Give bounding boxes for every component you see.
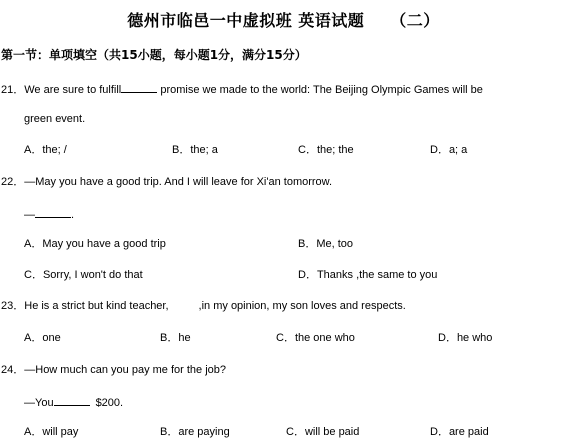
option-b: B．Me, too [298, 238, 354, 250]
reply-text: —You [24, 397, 54, 409]
question-21-stem-line2: green event. [24, 113, 86, 125]
question-number: 24 [1, 364, 14, 376]
answer-blank [35, 207, 71, 218]
question-23-stem: 23．He is a strict but kind teacher, ,in my opinion, my son loves and respects. [1, 300, 406, 312]
option-b: B．the; a [172, 144, 218, 156]
option-a: A．will pay [24, 426, 79, 438]
question-22-stem: 22．—May you have a good trip. And I will leave for Xi'an tomorrow. [1, 176, 333, 188]
stem-text: —May you have a good trip. And I will leave for Xi'an tomorrow. [24, 176, 333, 188]
reply-end: . [71, 209, 75, 221]
option-d: D．are paid [430, 426, 489, 438]
page-title [0, 8, 567, 31]
option-c: C．the one who [276, 332, 355, 344]
option-d: D．he who [438, 332, 493, 344]
reply-text: $200. [95, 397, 124, 409]
option-a: A．the; / [24, 144, 67, 156]
question-number: 23 [1, 300, 14, 312]
option-d: D．Thanks ,the same to you [298, 269, 438, 281]
reply-dash: — [24, 209, 35, 221]
option-c: C．the; the [298, 144, 354, 156]
title-part: （二） [390, 11, 440, 30]
stem-text: promise we made to the world: The Beijing Olympic Games will be [157, 84, 483, 96]
stem-text: ,in my opinion, my son loves and respects. [198, 300, 406, 312]
option-c: C．Sorry, I won't do that [24, 269, 143, 281]
stem-text: We are sure to fulfill [24, 84, 122, 96]
stem-text: He is a strict but kind teacher, [24, 300, 169, 312]
question-number: 21 [1, 84, 14, 96]
option-d: D．a; a [430, 144, 468, 156]
option-b: B．he [160, 332, 191, 344]
option-b: B．are paying [160, 426, 230, 438]
option-a: A．May you have a good trip [24, 238, 166, 250]
question-21-stem: 21．We are sure to fulfill promise we made to the world: The Beijing Olympic Games will be [1, 84, 483, 96]
question-24-reply [24, 395, 123, 410]
option-a: A．one [24, 332, 61, 344]
answer-blank [54, 395, 90, 406]
option-c: C．will be paid [286, 426, 360, 438]
question-number: 22 [1, 176, 14, 188]
answer-blank [121, 82, 157, 93]
stem-text: —How much can you pay me for the job? [24, 364, 227, 376]
title-main: 德州市临邑一中虚拟班 英语试题 [127, 11, 365, 30]
question-24-stem: 24．—How much can you pay me for the job? [1, 364, 227, 376]
section-heading: 第一节：单项填空（共15小题，每小题1分，满分15分） [1, 48, 307, 62]
question-22-reply [24, 207, 74, 222]
